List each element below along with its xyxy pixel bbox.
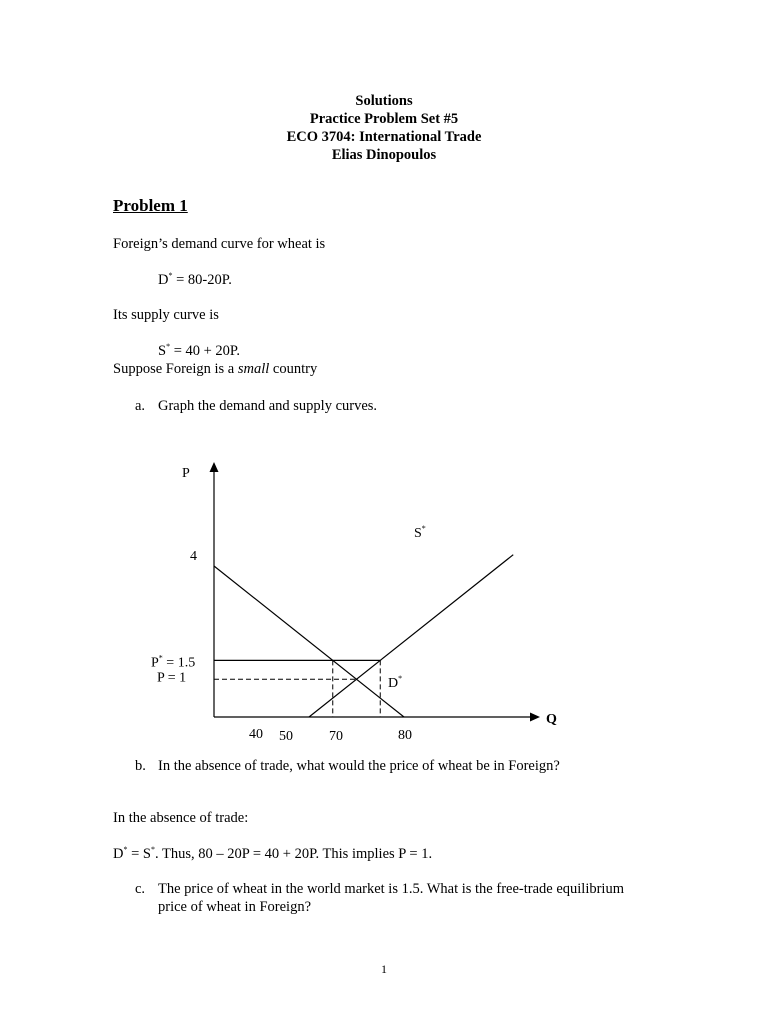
supply-curve <box>309 555 513 717</box>
x-tick-label-50: 50 <box>279 729 293 744</box>
demand-intro: Foreign’s demand curve for wheat is <box>113 236 326 252</box>
demand-curve-label: D* <box>388 674 403 691</box>
y-axis-arrow-icon <box>210 462 219 472</box>
question-c-letter: c. <box>135 881 146 897</box>
question-c-text-line2: price of wheat in Foreign? <box>158 899 312 915</box>
page-number: 1 <box>381 962 387 976</box>
x-tick-label-70: 70 <box>329 729 343 744</box>
x-tick-label-80: 80 <box>398 728 412 743</box>
header-course: ECO 3704: International Trade <box>286 129 482 145</box>
y-tick-label-4: 4 <box>190 549 197 564</box>
question-c-text-line1: The price of wheat in the world market is 1.5. What is the free-trade equilibrium <box>158 881 624 897</box>
x-axis-label: Q <box>546 712 557 727</box>
small-country-note: Suppose Foreign is a small country <box>113 361 318 377</box>
header-title: Solutions <box>355 93 413 109</box>
question-a-text: Graph the demand and supply curves. <box>158 398 378 414</box>
demand-equation: D* = 80-20P. <box>158 271 232 288</box>
header-problem-set: Practice Problem Set #5 <box>309 111 459 127</box>
supply-intro: Its supply curve is <box>113 307 219 323</box>
answer-b-intro: In the absence of trade: <box>113 810 249 826</box>
question-b-text: In the absence of trade, what would the price of wheat be in Foreign? <box>158 758 560 774</box>
y-tick-label-autarky-price: P = 1 <box>157 670 187 686</box>
problem-heading: Problem 1 <box>113 196 188 215</box>
question-a-letter: a. <box>135 398 146 414</box>
supply-curve-label: S* <box>414 524 426 541</box>
y-tick-label-world-price: P* = 1.5 <box>151 653 196 671</box>
x-axis-arrow-icon <box>530 713 540 722</box>
answer-b-equation: D* = S*. Thus, 80 – 20P = 40 + 20P. This implies P = 1. <box>113 845 433 862</box>
question-b-letter: b. <box>135 758 146 774</box>
x-tick-label-40: 40 <box>249 727 263 742</box>
supply-equation: S* = 40 + 20P. <box>158 342 241 359</box>
header-author: Elias Dinopoulos <box>331 147 437 163</box>
demand-curve <box>214 566 404 717</box>
y-axis-label: P <box>182 466 190 481</box>
